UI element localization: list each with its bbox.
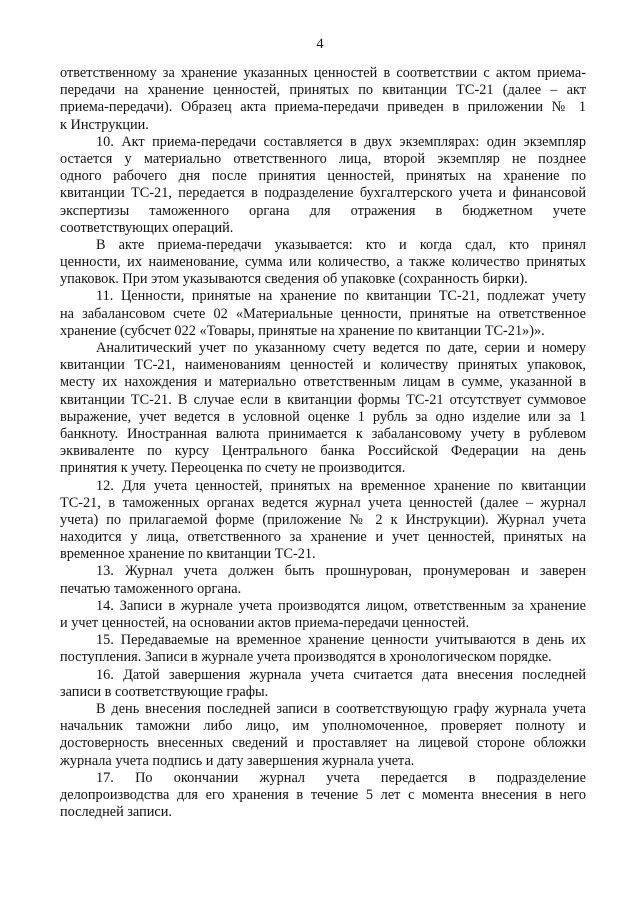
- text-line: ответственному за хранение указанных ценностей в соответствии с актом приема-: [60, 65, 586, 81]
- text-line: достоверность внесенных сведений и проставляет на лицевой стороне обложки: [60, 735, 586, 752]
- text-line: 17. По окончании журнал учета передается в подразделение: [96, 769, 586, 786]
- text-line: соответствующих операций.: [60, 219, 234, 236]
- paragraph: [60, 632, 586, 666]
- text-line: 11. Ценности, принятые на хранение по квитанции ТС-21, подлежат учету: [96, 288, 586, 305]
- text-line: 15. Передаваемые на временное хранение ценности учитываются в день их: [96, 632, 586, 649]
- text-line: печатью таможенного органа.: [60, 580, 242, 597]
- text-line: Аналитический учет по указанному счету ведется по дате, серии и номеру: [96, 340, 586, 356]
- text-line: остается у материально ответственного лица, второй экземпляр не позднее: [60, 150, 586, 167]
- text-line: 16. Датой завершения журнала учета считается дата внесения последней: [96, 666, 586, 683]
- text-line: передачи на хранение ценностей, принятых по квитанции ТС-21 (далее – акт: [60, 82, 586, 99]
- text-line: месту их нахождения и материально ответственным лицам в сумме, указанной в: [60, 374, 586, 391]
- paragraph: [60, 478, 586, 564]
- text-line: находится у лица, ответственного за хранение и учет ценностей, принятых на: [60, 529, 586, 546]
- text-line: ТС-21, в таможенных органах ведется журнал учета ценностей (далее – журнал: [60, 494, 586, 511]
- text-line: записи в соответствующие графы.: [60, 683, 269, 700]
- text-line: В день внесения последней записи в соответствующую графу журнала учета: [96, 700, 586, 717]
- text-line: ценности, их наименование, сумма или количество, а также количество принятых: [60, 254, 586, 271]
- text-line: приема-передачи). Образец акта приема-передачи приведен в приложении № 1: [60, 99, 586, 116]
- document-body: [60, 65, 586, 821]
- text-line: поступления. Записи в журнале учета производятся в хронологическом порядке.: [60, 649, 552, 666]
- paragraph: [60, 237, 586, 289]
- paragraph: [60, 340, 586, 478]
- text-line: последней записи.: [60, 804, 172, 821]
- paragraph: [60, 701, 586, 770]
- text-line: хранение (субсчет 022 «Товары, принятые на хранение по квитанции ТС-21»)».: [60, 322, 545, 339]
- text-line: принятия к учету. Переоценка по счету не производится.: [60, 460, 406, 477]
- text-line: учета) по прилагаемой форме (приложение № 2 к Инструкции). Журнал учета: [60, 511, 586, 528]
- text-line: на забалансовом счете 02 «Материальные ценности, принятые на ответственное: [60, 305, 586, 322]
- text-line: упаковок. При этом указываются сведения об упаковке (сохранность бирки).: [60, 271, 528, 288]
- text-line: 13. Журнал учета должен быть прошнурован, пронумерован и заверен: [96, 563, 586, 580]
- text-line: 14. Записи в журнале учета производятся лицом, ответственным за хранение: [96, 597, 586, 614]
- paragraph: [60, 598, 586, 632]
- text-line: выражение, учет ведется в условной оценке 1 рубль за одно изделие или за 1: [60, 408, 586, 425]
- paragraph: [60, 134, 586, 237]
- text-line: начальник таможни либо лицо, им уполномоченное, проверяет полноту и: [60, 718, 586, 735]
- text-line: журнала учета подпись и дату завершения журнала учета.: [60, 752, 415, 769]
- text-line: делопроизводства для его хранения в течение 5 лет с момента внесения в него: [60, 786, 586, 803]
- text-line: 12. Для учета ценностей, принятых на временное хранение по квитанции: [96, 477, 586, 494]
- paragraph: [60, 288, 586, 340]
- paragraph: [60, 667, 586, 701]
- text-line: квитанции ТС-21. В случае если в квитанции формы ТС-21 отсутствует суммовое: [60, 391, 586, 408]
- text-line: экспертизы таможенного органа для отражения в бюджетном учете: [60, 202, 586, 219]
- text-line: банкноту. Иностранная валюта принимается к забалансовому учету в рублевом: [60, 425, 586, 442]
- text-line: квитанции ТС-21, наименованиям ценностей и количеству принятых упаковок,: [60, 357, 586, 374]
- page-number: 4: [316, 36, 324, 52]
- text-line: квитанции ТС-21, передается в подразделение бухгалтерского учета и финансовой: [60, 185, 586, 202]
- text-line: и учет ценностей, на основании актов приема-передачи ценностей.: [60, 615, 470, 631]
- paragraph: [60, 65, 586, 134]
- text-line: к Инструкции.: [60, 116, 149, 133]
- text-line: 10. Акт приема-передачи составляется в двух экземплярах: один экземпляр: [96, 133, 586, 150]
- text-line: одного рабочего дня после принятия ценностей, принятых на хранение по: [60, 168, 586, 185]
- text-line: эквиваленте по курсу Центрального банка Российской Федерации на день: [60, 443, 586, 460]
- text-line: В акте приема-передачи указывается: кто и когда сдал, кто принял: [96, 236, 586, 253]
- paragraph: [60, 563, 586, 597]
- paragraph: [60, 770, 586, 822]
- text-line: временное хранение по квитанции ТС-21.: [60, 546, 316, 563]
